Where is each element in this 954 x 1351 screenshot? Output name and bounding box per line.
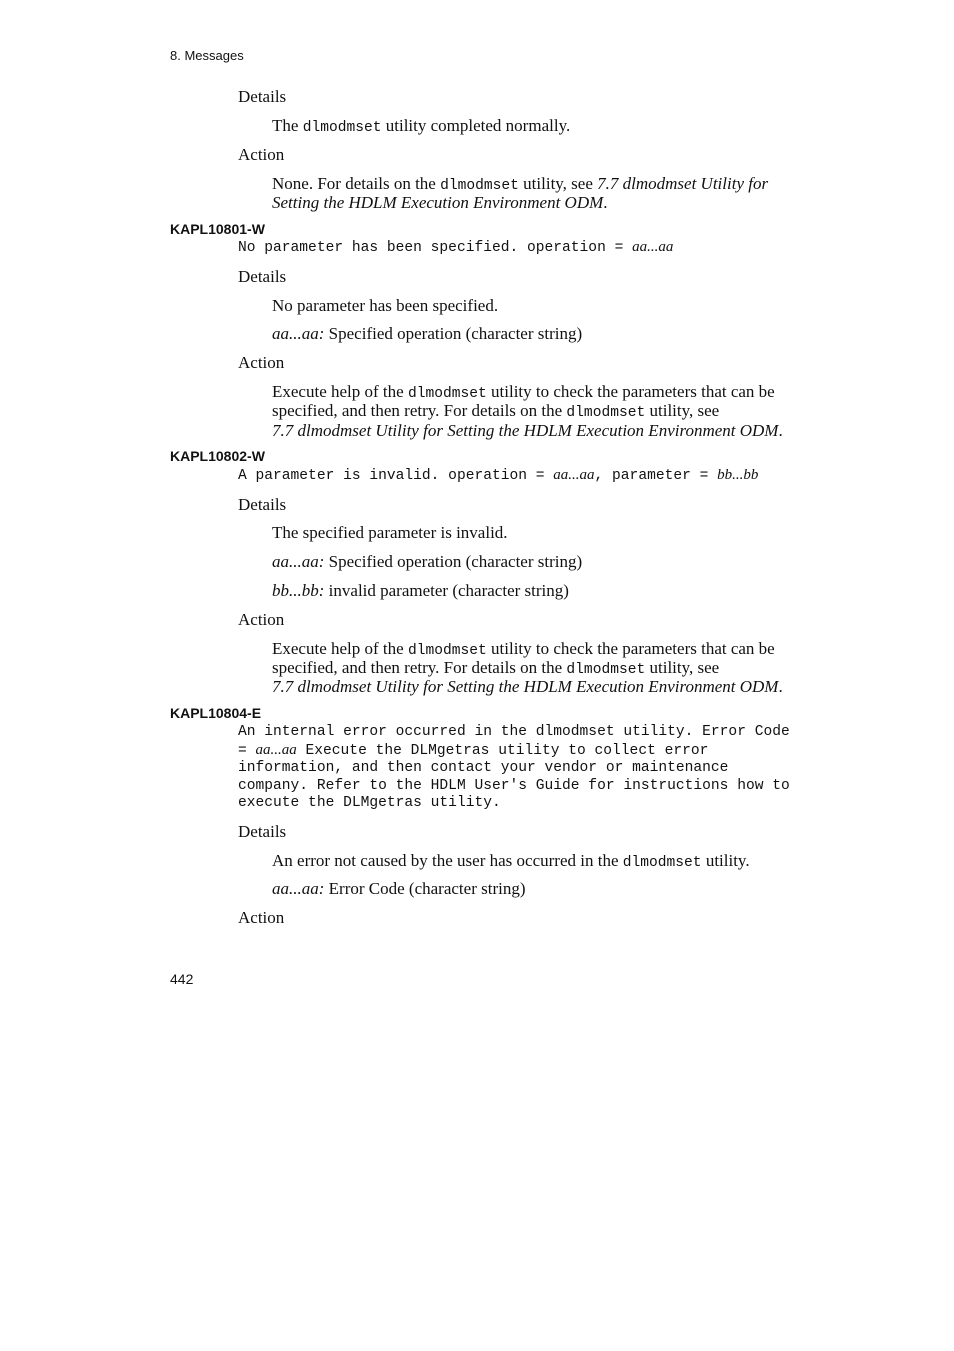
action-text-cont: specified, and then retry. For details on the dlmodmset utility, see: [272, 401, 720, 421]
details-heading: Details: [238, 822, 287, 841]
action-heading: Action: [238, 353, 285, 372]
message-id: KAPL10801-W: [170, 221, 265, 237]
variable-desc: aa...aa: Error Code (character string): [272, 879, 526, 898]
action-ref: 7.7 dlmodmset Utility for Setting the HDLM Execution Environment ODM.: [272, 677, 783, 696]
page-number: 442: [170, 971, 194, 987]
message-text: A parameter is invalid. operation = aa...aa, parameter = bb...bb: [238, 467, 759, 484]
details-text: The dlmodmset utility completed normally.: [272, 116, 571, 136]
details-text: No parameter has been specified.: [272, 296, 499, 315]
details-text: An error not caused by the user has occurred in the dlmodmset utility.: [272, 851, 750, 871]
details-heading: Details: [238, 495, 287, 514]
message-text: An internal error occurred in the dlmodmset utility. Error Code = aa...aa Execute the DLMgetras utility to collect error information, and then contact your vendor or maintenance company. Refer to the HDLM User's Guide for instructions how to execute the DLMgetras utility.: [238, 724, 790, 812]
variable-desc: aa...aa: Specified operation (character string): [272, 324, 583, 343]
message-text: No parameter has been specified. operation = aa...aa: [238, 239, 674, 256]
variable-desc: bb...bb: invalid parameter (character string): [272, 581, 569, 600]
action-heading: Action: [238, 145, 285, 164]
message-id: KAPL10804-E: [170, 705, 262, 721]
action-text-cont: specified, and then retry. For details on the dlmodmset utility, see: [272, 658, 720, 678]
action-text-cont: Setting the HDLM Execution Environment ODM.: [272, 193, 608, 212]
details-heading: Details: [238, 267, 287, 286]
action-heading: Action: [238, 610, 285, 629]
action-ref: 7.7 dlmodmset Utility for Setting the HDLM Execution Environment ODM.: [272, 421, 783, 440]
action-text: Execute help of the dlmodmset utility to check the parameters that can be: [272, 639, 775, 659]
action-heading: Action: [238, 908, 285, 927]
variable-desc: aa...aa: Specified operation (character string): [272, 552, 583, 571]
details-text: The specified parameter is invalid.: [272, 523, 508, 542]
action-text: Execute help of the dlmodmset utility to check the parameters that can be: [272, 382, 775, 402]
action-text: None. For details on the dlmodmset utility, see 7.7 dlmodmset Utility for: [272, 174, 769, 194]
running-header: 8. Messages: [170, 48, 244, 63]
details-heading: Details: [238, 87, 287, 106]
message-id: KAPL10802-W: [170, 448, 265, 464]
